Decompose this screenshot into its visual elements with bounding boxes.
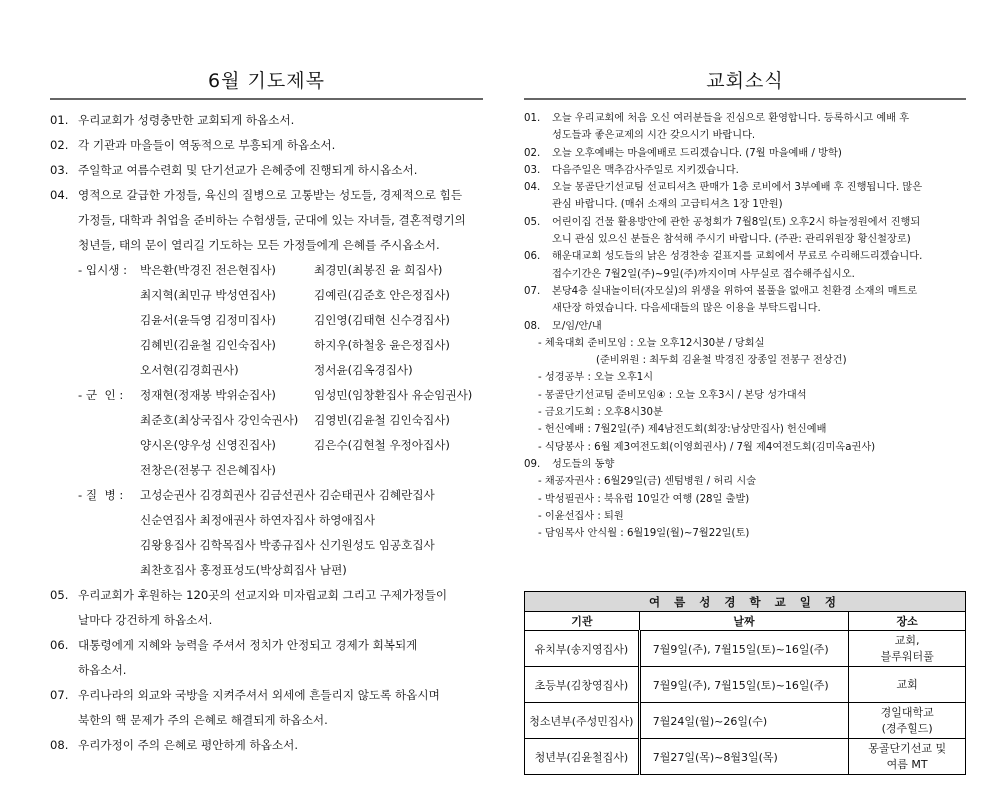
name-entry: [314, 458, 483, 483]
item-number: 03.: [50, 163, 69, 177]
item-heading: 모/임/안/내: [552, 320, 602, 332]
name-group-label: [78, 533, 140, 558]
place-cell: [849, 631, 966, 667]
name-entry: 김예린(김준호 안은정집사): [314, 288, 450, 302]
item-number: [524, 266, 552, 283]
sub-item: (준비위원 : 최두희 김윤철 박경진 장종일 전봉구 전상건): [596, 355, 847, 367]
item-text: 주일학교 여름수련회 및 단기선교가 은혜중에 진행되게 하시옵소서.: [78, 163, 418, 177]
name-group-label: [78, 333, 140, 358]
item-text: 어린이집 건물 활용방안에 관한 공청회가 7월8일(토) 오후2시 하늘정원에서 진행되: [552, 216, 921, 228]
place-line: (경주힐드): [881, 721, 933, 735]
name-entry: 오서현(김경희권사): [140, 363, 239, 377]
table-banner: 여 름 성 경 학 교 일 정: [525, 592, 966, 612]
item-text: 날마다 강건하게 하옵소서.: [78, 613, 213, 627]
list-item-continuation: [50, 708, 483, 733]
list-item: [50, 133, 483, 158]
place-cell: [849, 703, 966, 739]
name-row: [78, 358, 483, 383]
name-entry: 김왕용집사 김학목집사 박종규집사 신기원성도 임공호집사: [140, 538, 435, 552]
prayer-names-block: [50, 258, 483, 583]
date-cell: 7월27일(목)~8월3일(목): [639, 739, 849, 775]
news-list: [524, 110, 966, 542]
item-text: 해운대교회 성도들의 낡은 성경찬송 겉표지를 교회에서 무료로 수리해드리겠습니다.: [552, 251, 923, 263]
item-text: 우리가정이 주의 은혜로 평안하게 하옵소서.: [78, 738, 299, 752]
name-entry: 전창은(전봉구 진은혜집사): [140, 463, 276, 477]
item-text: 오늘 몽골단기선교팀 선교티셔츠 판매가 1층 로비에서 3부예배 후 진행됩니다. 많은: [552, 182, 923, 194]
org-cell: 청소년부(주성민집사): [525, 703, 640, 739]
sub-item: - 몽골단기선교팀 준비모임④ : 오늘 오후3시 / 본당 성가대석: [538, 389, 807, 401]
item-number: 01.: [50, 113, 69, 127]
name-group-label: - 질 병 :: [78, 488, 124, 502]
list-item-continuation: [50, 658, 483, 683]
name-entry: 신순연집사 최정애권사 하연자집사 하영애집사: [140, 513, 376, 527]
name-group-label: [78, 283, 140, 308]
item-number: 02.: [50, 138, 69, 152]
item-text: 우리나라의 외교와 국방을 지켜주셔서 외세에 흔들리지 않도록 하옵시며: [78, 688, 440, 702]
title-divider: [524, 98, 966, 100]
list-item: [50, 108, 483, 133]
list-item: [50, 683, 483, 708]
name-entry: 최경민(최봉진 윤 희집사): [314, 263, 443, 277]
item-text: 대통령에게 지혜와 능력을 주셔서 정치가 안정되고 경제가 회복되게: [78, 638, 418, 652]
name-group-label: - 군 인 :: [78, 388, 124, 402]
name-entry: 김인영(김태현 신수경집사): [314, 313, 450, 327]
name-row: [78, 433, 483, 458]
table-header-row: [525, 612, 966, 631]
list-item-continuation: [50, 208, 483, 233]
header-date: 날짜: [639, 612, 849, 631]
name-row: [78, 383, 483, 408]
vbs-schedule-table: [524, 591, 966, 775]
item-text: 접수기간은 7월2일(주)~9일(주)까지이며 사무실로 접수해주십시오.: [552, 268, 855, 280]
item-number: [524, 127, 552, 144]
name-entry: 최찬호집사 홍정표성도(박상희집사 남편): [140, 563, 347, 577]
item-number: 04.: [50, 188, 69, 202]
item-number: 06.: [524, 251, 541, 263]
name-row: [78, 508, 483, 533]
item-text: 가정들, 대학과 취업을 준비하는 수험생들, 군대에 있는 자녀들, 결혼적령기의: [78, 213, 466, 227]
item-text: 영적으로 갈급한 가정들, 육신의 질병으로 고통받는 성도들, 경제적으로 힘든: [78, 188, 463, 202]
item-text: 우리교회가 후원하는 120곳의 선교지와 미자립교회 그리고 구제가정들이: [78, 588, 448, 602]
name-group-label: - 입시생 :: [78, 263, 128, 277]
item-number: [524, 196, 552, 213]
item-text: 오니 관심 있으신 분들은 참석해 주시기 바랍니다. (주관: 관리위원장 황신철장로): [552, 234, 911, 246]
item-text: 성도들과 좋은교제의 시간 갖으시기 바랍니다.: [552, 130, 756, 142]
name-entry: 박은환(박경진 전은현집사): [140, 263, 276, 277]
sub-item: - 박성필권사 : 북유럽 10일간 여행 (28일 출발): [538, 493, 750, 505]
list-item-continuation: [524, 300, 966, 317]
church-news-title: 교회소식: [706, 70, 784, 92]
name-group-label: [78, 558, 140, 583]
table-row: [525, 667, 966, 703]
item-number: [50, 658, 78, 683]
item-number: 06.: [50, 638, 69, 652]
header-org: 기관: [525, 612, 640, 631]
item-number: 08.: [50, 738, 69, 752]
prayer-topics-title: 6월 기도제목: [208, 70, 325, 92]
org-cell: 청년부(김윤철집사): [525, 739, 640, 775]
date-cell: 7월9일(주), 7월15일(토)~16일(주): [639, 667, 849, 703]
item-number: [524, 300, 552, 317]
list-item: [524, 110, 966, 127]
item-number: 01.: [524, 113, 541, 124]
sub-item: - 이윤선집사 : 퇴원: [538, 510, 624, 522]
table-row: [525, 739, 966, 775]
name-entry: 임성민(임창환집사 유순임권사): [314, 388, 473, 402]
item-text: 북한의 핵 문제가 주의 은혜로 해결되게 하옵소서.: [78, 713, 328, 727]
list-item: [524, 179, 966, 196]
item-text: 각 기관과 마을들이 역동적으로 부흥되게 하옵소서.: [78, 138, 336, 152]
item-text: 다음주일은 맥추감사주일로 지키겠습니다.: [552, 164, 739, 176]
item-number: [50, 208, 78, 233]
name-entry: 고성순권사 김경희권사 김금선권사 김순태권사 김혜란집사: [140, 488, 435, 502]
place-line: 경일대학교: [880, 705, 934, 719]
prayer-list: [50, 108, 483, 758]
org-cell: 유치부(송지영집사): [525, 631, 640, 667]
org-cell: 초등부(김창영집사): [525, 667, 640, 703]
list-item-continuation: [50, 233, 483, 258]
place-line: 여름 MT: [886, 757, 928, 771]
date-cell: 7월24일(월)~26일(수): [639, 703, 849, 739]
name-group-label: [78, 458, 140, 483]
list-item-continuation: [50, 608, 483, 633]
name-row: [78, 408, 483, 433]
item-number: 04.: [524, 182, 541, 194]
date-cell: 7월9일(주), 7월15일(토)~16일(주): [639, 631, 849, 667]
name-entry: 하지우(하철웅 윤은정집사): [314, 338, 450, 352]
name-row: [78, 558, 483, 583]
name-row: [78, 308, 483, 333]
item-heading: 성도들의 동향: [552, 458, 615, 470]
name-row: [78, 458, 483, 483]
name-entry: 최지혁(최민규 박성연집사): [140, 288, 276, 302]
item-number: 08.: [524, 320, 541, 332]
name-entry: 김혜빈(김윤철 김인숙집사): [140, 338, 276, 352]
item-number: 03.: [524, 164, 541, 176]
item-number: [50, 708, 78, 733]
item-number: 02.: [524, 147, 541, 159]
place-line: 교회: [896, 677, 918, 691]
name-entry: 최준호(최상국집사 강인숙권사): [140, 413, 299, 427]
sub-item: - 담임목사 안식월 : 6월19일(월)~7월22일(토): [538, 528, 750, 540]
sub-item: - 헌신예배 : 7월2일(주) 제4남전도회(회장:남상만집사) 헌신예배: [538, 424, 827, 436]
name-entry: 김윤서(윤득영 김정미집사): [140, 313, 276, 327]
sub-item: - 성경공부 : 오늘 오후1시: [538, 372, 654, 384]
name-entry: 김영빈(김윤철 김인숙집사): [314, 413, 450, 427]
name-group-label: [78, 433, 140, 458]
name-entry: 김은수(김현철 우정아집사): [314, 438, 450, 452]
item-number: [50, 233, 78, 258]
name-row: [78, 483, 483, 508]
list-item: [524, 162, 966, 179]
item-number: 07.: [524, 285, 541, 297]
place-line: 몽골단기선교 및: [868, 741, 947, 755]
title-divider: [50, 98, 483, 100]
item-text: 오늘 오후예배는 마을예배로 드리겠습니다. (7월 마을예배 / 방학): [552, 147, 842, 159]
name-row: [78, 333, 483, 358]
list-item: [524, 283, 966, 300]
list-item: [524, 145, 966, 162]
name-entry: 정서윤(김옥경집사): [314, 363, 413, 377]
list-item: [50, 583, 483, 608]
item-number: 05.: [50, 588, 69, 602]
list-item-continuation: [524, 231, 966, 248]
place-line: 블루워터풀: [880, 649, 934, 663]
place-cell: [849, 667, 966, 703]
sub-item: - 채공자권사 : 6월29일(금) 센텀병원 / 허리 시술: [538, 476, 757, 488]
list-item: [50, 158, 483, 183]
name-row: [78, 533, 483, 558]
sub-item: - 식당봉사 : 6월 제3여전도회(이영희권사) / 7월 제4여전도회(김미옥a권사): [538, 441, 876, 453]
sub-item: - 체육대회 준비모임 : 오늘 오후12시30분 / 당회실: [538, 337, 765, 349]
item-number: [524, 231, 552, 248]
list-item-continuation: [524, 196, 966, 213]
list-item: [50, 183, 483, 208]
item-text: 본당4층 실내놀이터(자모실)의 위생을 위하여 볼풀을 없애고 친환경 소재의 매트로: [552, 285, 918, 297]
item-text: 하옵소서.: [78, 663, 127, 677]
sub-item: - 금요기도회 : 오후8시30분: [538, 407, 663, 419]
item-text: 오늘 우리교회에 처음 오신 여러분들을 진심으로 환영합니다. 등록하시고 예배 후: [552, 113, 910, 124]
item-text: 관심 바랍니다. (매쉬 소재의 고급티셔츠 1장 1만원): [552, 199, 783, 211]
list-item: [524, 214, 966, 231]
item-number: 05.: [524, 216, 541, 228]
name-group-label: [78, 358, 140, 383]
item-text: 새단장 하였습니다. 다음세대들의 많은 이용을 부탁드립니다.: [552, 303, 821, 315]
list-item-continuation: [524, 266, 966, 283]
place-cell: [849, 739, 966, 775]
name-row: [78, 283, 483, 308]
name-entry: 양시온(양우성 신영진집사): [140, 438, 276, 452]
news-item: [524, 456, 966, 473]
table-row: [525, 631, 966, 667]
item-number: 09.: [524, 458, 541, 470]
item-text: 청년들, 태의 문이 열리길 기도하는 모든 가정들에게 은혜를 주시옵소서.: [78, 238, 440, 252]
list-item-continuation: [524, 127, 966, 144]
name-group-label: [78, 408, 140, 433]
name-group-label: [78, 308, 140, 333]
name-entry: 정재현(정재봉 박위순집사): [140, 388, 276, 402]
item-text: 우리교회가 성령충만한 교회되게 하옵소서.: [78, 113, 295, 127]
name-row: [78, 258, 483, 283]
item-number: [50, 608, 78, 633]
header-place: 장소: [849, 612, 966, 631]
item-number: 07.: [50, 688, 69, 702]
list-item: [524, 248, 966, 265]
news-item: [524, 318, 966, 335]
list-item: [50, 733, 483, 758]
list-item: [50, 633, 483, 658]
name-group-label: [78, 508, 140, 533]
table-row: [525, 703, 966, 739]
place-line: 교회,: [894, 633, 920, 647]
